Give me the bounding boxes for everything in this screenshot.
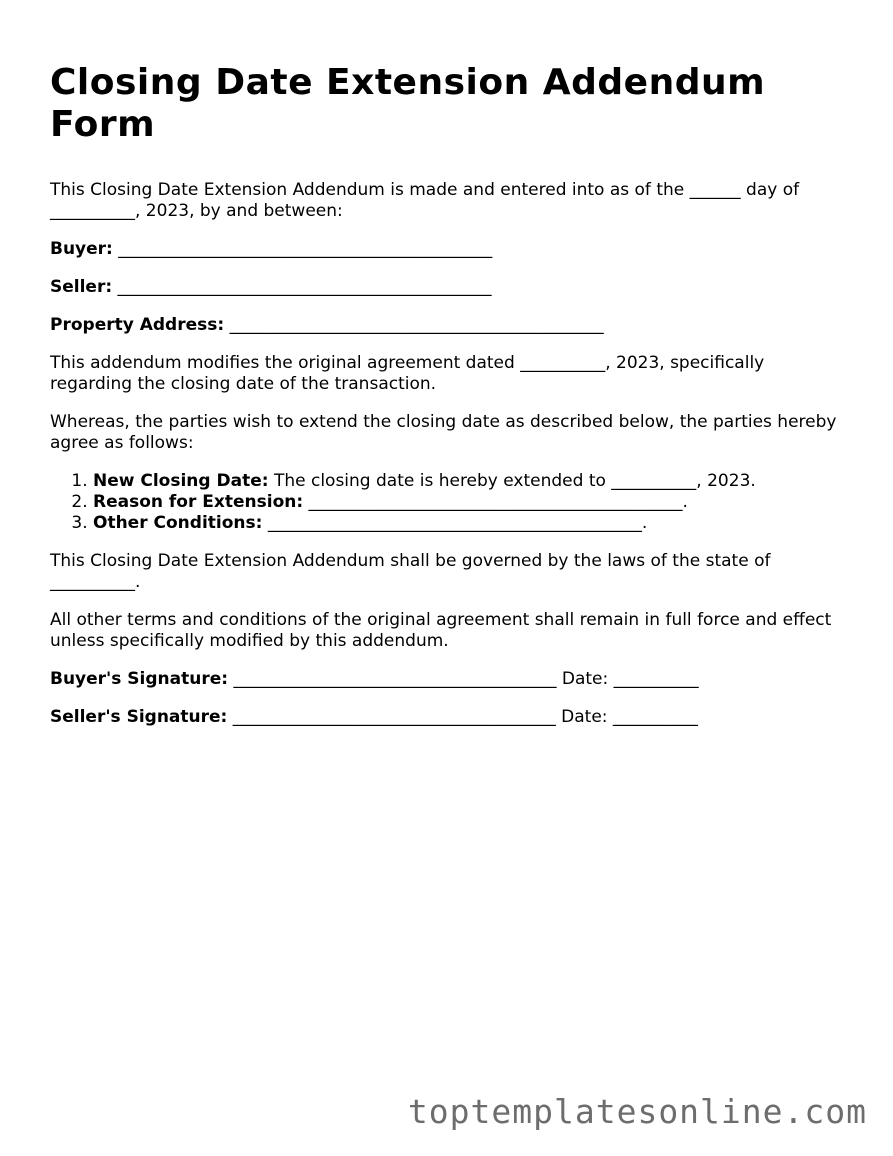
seller-signature-blank[interactable]: ______________________________________ Date: __________ [227,707,698,727]
whereas-paragraph: Whereas, the parties wish to extend the closing date as described below, the parties hereby agree as follows: [50,412,837,453]
governing-law-paragraph: This Closing Date Extension Addendum shall be governed by the laws of the state of __________. [50,551,771,592]
property-address-field [50,315,840,336]
document-page [50,62,840,745]
buyer-signature-label: Buyer's Signature: [50,669,229,689]
buyer-signature-field [50,669,840,690]
seller-field [50,277,840,298]
term-text[interactable]: The closing date is hereby extended to __________, 2023. [268,471,756,491]
intro-paragraph: This Closing Date Extension Addendum is made and entered into as of the ______ day of __________, 2023, by and between: [50,180,800,221]
modifies-paragraph: This addendum modifies the original agreement dated __________, 2023, specifically regarding the closing date of the transaction. [50,353,765,394]
list-item [93,471,840,492]
watermark: toptemplatesonline.com [407,1092,867,1131]
property-address-blank[interactable]: ____________________________________________ [229,315,604,335]
page-title: Closing Date Extension Addendum Form [50,62,766,145]
term-label: Reason for Extension: [93,492,304,512]
buyer-blank[interactable]: ____________________________________________ [118,239,493,259]
buyer-field [50,239,840,260]
term-label: Other Conditions: [93,513,263,533]
other-terms-paragraph: All other terms and conditions of the original agreement shall remain in full force and effect unless specifically modified by this addendum. [50,610,832,651]
buyer-label: Buyer: [50,239,113,259]
seller-signature-label: Seller's Signature: [50,707,228,727]
buyer-signature-blank[interactable]: ______________________________________ Date: __________ [228,669,699,689]
term-text[interactable]: ____________________________________________. [303,492,688,512]
list-item [93,513,840,534]
property-address-label: Property Address: [50,315,225,335]
seller-blank[interactable]: ____________________________________________ [117,277,492,297]
list-item [93,492,840,513]
seller-label: Seller: [50,277,113,297]
term-label: New Closing Date: [93,471,269,491]
seller-signature-field [50,707,840,728]
terms-list [50,471,840,534]
term-text[interactable]: ____________________________________________. [262,513,648,533]
